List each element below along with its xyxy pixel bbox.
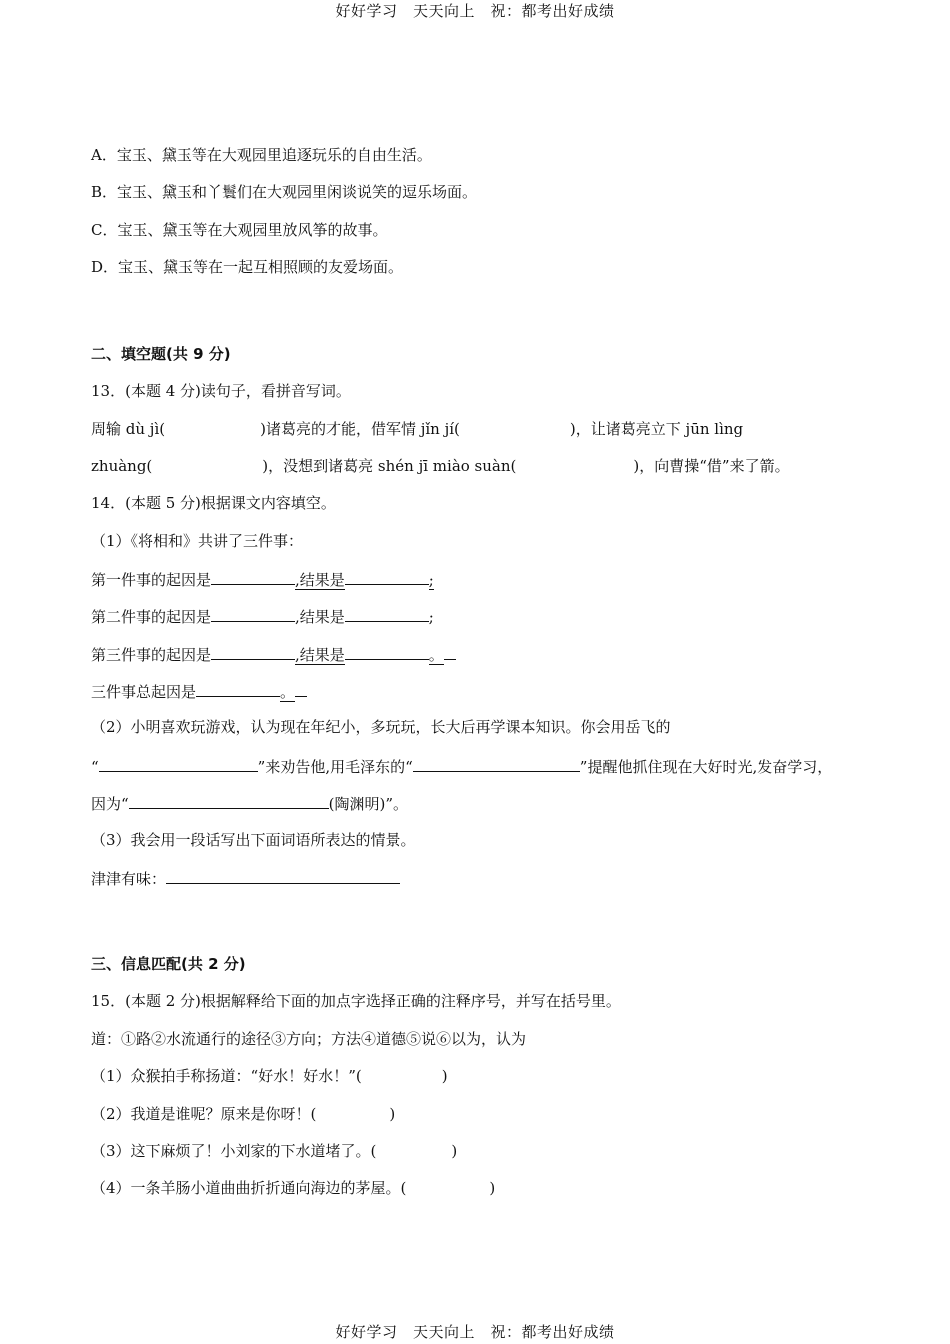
blank-maozedong[interactable] xyxy=(413,755,580,772)
event2-result-label: ,结果是 xyxy=(295,608,345,626)
event2-end: ; xyxy=(428,608,434,626)
event3-cause-label: 第三件事的起因是 xyxy=(91,646,212,664)
q15-item1-close: ) xyxy=(441,1067,448,1085)
q13-l1a: 周输 dù jì( xyxy=(91,420,166,438)
event1-line xyxy=(91,568,434,590)
blank-event2-cause[interactable] xyxy=(211,605,295,622)
q13-l2a: zhuàng( xyxy=(91,457,153,475)
option-d: D．宝玉、黛玉等在一起互相照顾的友爱场面。 xyxy=(91,258,404,276)
q13-line2 xyxy=(91,456,790,476)
q15-item4-close: ) xyxy=(489,1179,496,1197)
q15-item4-text: （4）一条羊肠小道曲曲折折通向海边的茅屋。( xyxy=(91,1179,407,1197)
q13-l2c: )，向曹操“借”来了箭。 xyxy=(633,457,790,475)
event3-trail xyxy=(444,643,456,660)
q15-item3-close: ) xyxy=(451,1142,458,1160)
page-footer: 好好学习 天天向上 祝：都考出好成绩 xyxy=(335,1323,615,1341)
event3-result-label: ,结果是 xyxy=(295,646,345,664)
event3-end: 。 xyxy=(428,646,444,664)
q15-item3-text: （3）这下麻烦了！小刘家的下水道堵了。( xyxy=(91,1142,377,1160)
q15-item2-text: （2）我道是谁呢？原来是你呀！( xyxy=(91,1105,317,1123)
total-cause-label: 三件事总起因是 xyxy=(91,683,197,701)
event2-line xyxy=(91,605,434,627)
blank-jinjinyouwei[interactable] xyxy=(166,867,400,884)
q15-item1-text: （1）众猴拍手称扬道：“好水！好水！”( xyxy=(91,1067,362,1085)
blank-event1-result[interactable] xyxy=(345,568,429,585)
blank-event3-cause[interactable] xyxy=(211,643,295,660)
q13-l2b: )，没想到诸葛亮 shén jī miào suàn( xyxy=(262,457,517,475)
q14-part3-answer xyxy=(91,867,400,889)
q14-p2c-end: (陶渊明)”。 xyxy=(328,795,409,813)
section3-title: 三、信息匹配(共 2 分) xyxy=(91,955,246,973)
q14-p2c-start: 因为“ xyxy=(91,795,129,813)
q14-p2b-mid: ”来劝告他,用毛泽东的“ xyxy=(257,758,413,776)
q15-item2-close: ) xyxy=(389,1105,396,1123)
q15-item1 xyxy=(91,1066,448,1086)
q14-part3: （3）我会用一段话写出下面词语所表达的情景。 xyxy=(91,831,416,849)
event1-result-label: ,结果是 xyxy=(295,571,345,589)
blank-total-cause[interactable] xyxy=(196,680,280,697)
q14-part2: （2）小明喜欢玩游戏，认为现在年纪小，多玩玩，长大后再学课本知识。你会用岳飞的 xyxy=(91,718,671,736)
blank-event3-result[interactable] xyxy=(345,643,429,660)
blank-taoyuanming[interactable] xyxy=(129,792,329,809)
event3-line xyxy=(91,643,456,665)
q14-part2-line3 xyxy=(91,792,408,814)
event1-end: ; xyxy=(428,571,434,589)
blank-event1-cause[interactable] xyxy=(211,568,295,585)
total-cause-end: 。 xyxy=(280,683,296,701)
blank-event2-result[interactable] xyxy=(345,605,429,622)
q14-stem: 14．(本题 5 分)根据课文内容填空。 xyxy=(91,494,336,512)
q13-l1b: )诸葛亮的才能，借军情 jǐn jí( xyxy=(260,420,460,438)
q15-definition: 道：①路②水流通行的途径③方向；方法④道德⑤说⑥以为，认为 xyxy=(91,1030,527,1048)
option-a: A．宝玉、黛玉等在大观园里追逐玩乐的自由生活。 xyxy=(91,146,432,164)
q15-stem: 15．(本题 2 分)根据解释给下面的加点字选择正确的注释序号，并写在括号里。 xyxy=(91,992,621,1010)
option-c: C．宝玉、黛玉等在大观园里放风筝的故事。 xyxy=(91,221,388,239)
q15-item2 xyxy=(91,1104,395,1124)
quote-open-1: “ xyxy=(91,758,99,776)
q13-line1 xyxy=(91,419,743,439)
q13-l1c: )，让诸葛亮立下 jūn lìng xyxy=(569,420,744,438)
total-cause-line xyxy=(91,680,307,702)
q14-part2-line2 xyxy=(91,755,832,777)
event2-cause-label: 第二件事的起因是 xyxy=(91,608,212,626)
jinjinyouwei-label: 津津有味： xyxy=(91,870,167,888)
event1-cause-label: 第一件事的起因是 xyxy=(91,571,212,589)
q13-stem: 13．(本题 4 分)读句子，看拼音写词。 xyxy=(91,382,351,400)
section2-title: 二、填空题(共 9 分) xyxy=(91,345,231,363)
q15-item3 xyxy=(91,1141,457,1161)
option-b: B．宝玉、黛玉和丫鬟们在大观园里闲谈说笑的逗乐场面。 xyxy=(91,183,478,201)
q14-part1: （1）《将相和》共讲了三件事： xyxy=(91,532,304,550)
q14-p2b-end: ”提醒他抓住现在大好时光,发奋学习， xyxy=(579,758,833,776)
q15-item4 xyxy=(91,1178,495,1198)
page-header: 好好学习 天天向上 祝：都考出好成绩 xyxy=(335,2,615,20)
blank-yuefei[interactable] xyxy=(99,755,258,772)
total-trail xyxy=(295,680,307,697)
